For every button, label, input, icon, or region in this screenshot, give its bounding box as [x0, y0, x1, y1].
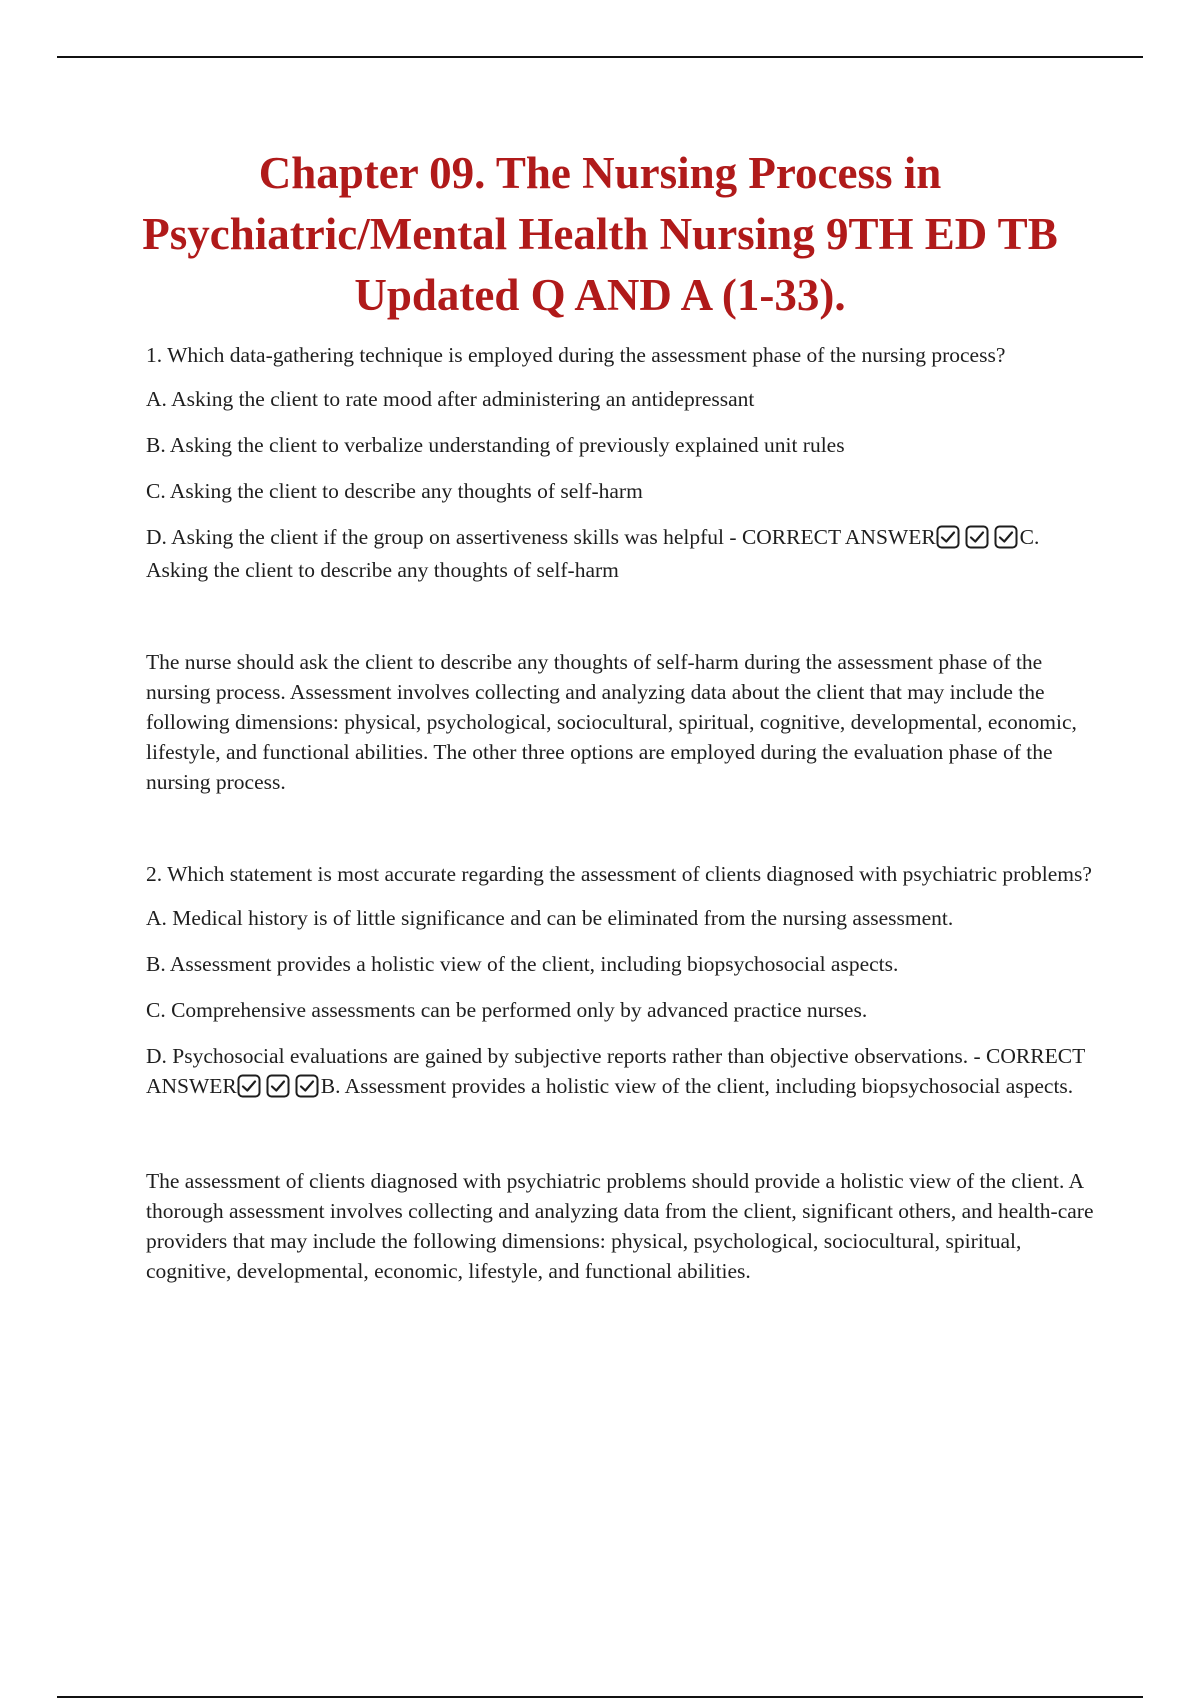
checkbox-checked-icon — [936, 525, 960, 549]
correct-answer-text: B. Assessment provides a holistic view of the client, including biopsychosocial aspects. — [320, 1074, 1074, 1098]
correct-answer-label: CORRECT ANSWER — [146, 1044, 1085, 1098]
correct-answer-label: CORRECT ANSWER — [741, 525, 936, 549]
top-rule — [57, 56, 1143, 58]
question-block-2 — [146, 859, 1096, 1286]
answer-checkmarks — [237, 1074, 321, 1104]
document-body — [146, 340, 1096, 1286]
option-d-with-answer — [146, 522, 1096, 585]
checkbox-checked-icon — [295, 1074, 319, 1098]
option-d: D. Asking the client if the group on assertiveness skills was helpful - — [146, 525, 742, 549]
option-b: B. Asking the client to verbalize understanding of previously explained unit rules — [146, 433, 845, 457]
document-title: Chapter 09. The Nursing Process in Psychiatric/Mental Health Nursing 9TH ED TB Updated Q AND A (1-33). — [142, 148, 1058, 320]
correct-answer-text: C. Asking the client to describe any thoughts of self-harm — [146, 525, 1040, 582]
question-stem: 1. Which data-gathering technique is employed during the assessment phase of the nursing process? — [146, 343, 1006, 367]
answer-checkmarks — [936, 525, 1020, 555]
option-d-with-answer — [146, 1041, 1096, 1104]
option-c: C. Comprehensive assessments can be performed only by advanced practice nurses. — [146, 998, 868, 1022]
option-d: D. Psychosocial evaluations are gained by subjective reports rather than objective observations. - — [146, 1044, 987, 1068]
bottom-rule — [57, 1696, 1143, 1698]
checkbox-checked-icon — [266, 1074, 290, 1098]
rationale: The assessment of clients diagnosed with psychiatric problems should provide a holistic view of the client. A thorough assessment involves collecting and analyzing data from the client, significant others, and health-care providers that may include the following dimensions: physical, psychological, sociocultural, spiritual, cognitive, developmental, economic, lifestyle, and functional abilities. — [146, 1169, 1094, 1283]
checkbox-checked-icon — [965, 525, 989, 549]
checkbox-checked-icon — [237, 1074, 261, 1098]
rationale: The nurse should ask the client to describe any thoughts of self-harm during the assessment phase of the nursing process. Assessment involves collecting and analyzing data about the client that may include the following dimensions: physical, psychological, sociocultural, spiritual, cognitive, developmental, economic, lifestyle, and functional abilities. The other three options are employed during the evaluation phase of the nursing process. — [146, 650, 1077, 794]
checkbox-checked-icon — [994, 525, 1018, 549]
option-b: B. Assessment provides a holistic view of the client, including biopsychosocial aspects. — [146, 952, 899, 976]
question-block-1 — [146, 340, 1096, 797]
option-c: C. Asking the client to describe any thoughts of self-harm — [146, 479, 643, 503]
question-stem: 2. Which statement is most accurate regarding the assessment of clients diagnosed with psychiatric problems? — [146, 862, 1092, 886]
option-a: A. Medical history is of little significance and can be eliminated from the nursing assessment. — [146, 906, 954, 930]
option-a: A. Asking the client to rate mood after administering an antidepressant — [146, 387, 755, 411]
